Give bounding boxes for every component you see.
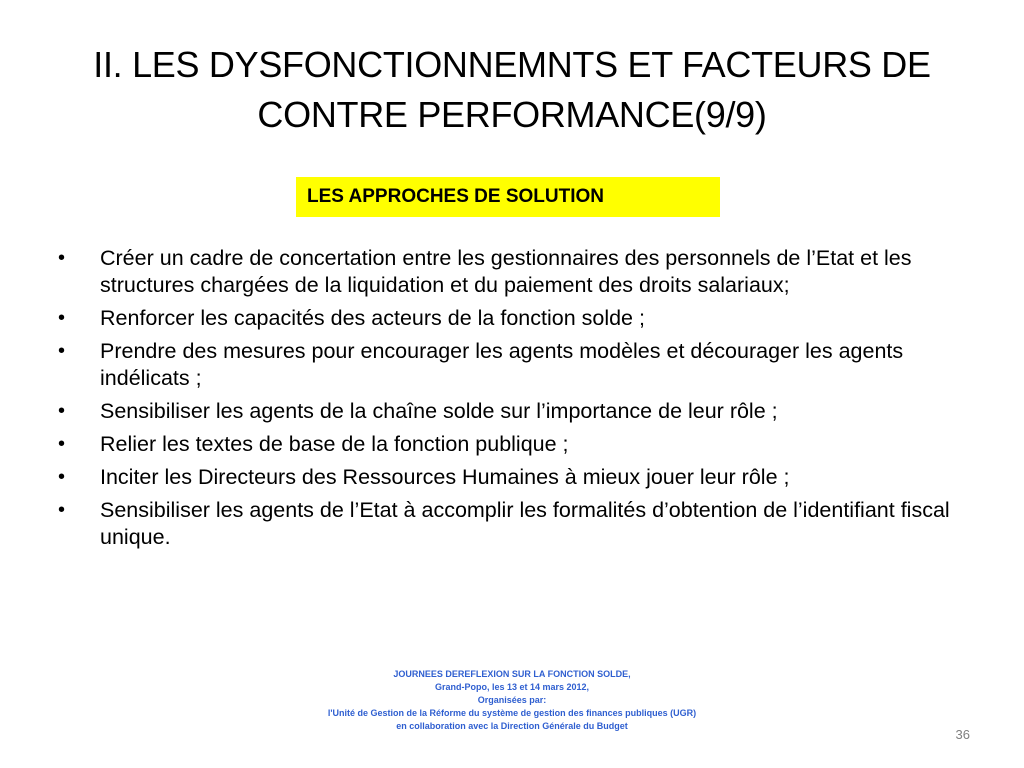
- footer-line-place-date: Grand-Popo, les 13 et 14 mars 2012,: [434, 682, 590, 692]
- footer-line-partner: en collaboration avec la Direction Générale du Budget: [396, 721, 628, 731]
- footer-line-organiser: l'Unité de Gestion de la Réforme du système de gestion des finances publiques (UGR): [327, 708, 697, 718]
- slide-title: [40, 40, 984, 140]
- list-item: [58, 431, 968, 458]
- list-item: [58, 497, 968, 551]
- list-item: [58, 245, 968, 299]
- list-item: [58, 398, 968, 425]
- bullet-icon: •: [58, 466, 66, 488]
- list-item: [58, 305, 968, 332]
- page-number: 36: [955, 727, 970, 742]
- list-item-text: Relier les textes de base de la fonction publique ;: [100, 432, 569, 456]
- slide-title-line-1: II. LES DYSFONCTIONNEMNTS ET FACTEURS DE: [93, 44, 931, 85]
- list-item-text: Sensibiliser les agents de l’Etat à accomplir les formalités d’obtention de l’identifiant fiscal unique.: [100, 498, 950, 549]
- bullet-icon: •: [58, 499, 66, 521]
- footer-line-organised-by: Organisées par:: [477, 695, 547, 705]
- list-item-text: Inciter les Directeurs des Ressources Humaines à mieux jouer leur rôle ;: [100, 465, 790, 489]
- slide-footer: [260, 668, 764, 733]
- list-item-text: Prendre des mesures pour encourager les agents modèles et décourager les agents indélicats ;: [100, 339, 904, 390]
- bullet-icon: •: [58, 340, 66, 362]
- list-item: [58, 464, 968, 491]
- list-item: [58, 338, 968, 392]
- section-banner: LES APPROCHES DE SOLUTION: [296, 177, 720, 217]
- bullet-icon: •: [58, 400, 66, 422]
- slide-title-line-2: CONTRE PERFORMANCE(9/9): [257, 94, 767, 135]
- list-item-text: Créer un cadre de concertation entre les gestionnaires des personnels de l’Etat et les structures chargées de la liquidation et du paiement des droits salariaux;: [100, 246, 912, 297]
- bullet-icon: •: [58, 247, 66, 269]
- list-item-text: Sensibiliser les agents de la chaîne solde sur l’importance de leur rôle ;: [100, 399, 778, 423]
- list-item-text: Renforcer les capacités des acteurs de la fonction solde ;: [100, 306, 645, 330]
- bullet-list: [58, 245, 968, 557]
- footer-line-event: JOURNEES DEREFLEXION SUR LA FONCTION SOLDE,: [393, 669, 631, 679]
- bullet-icon: •: [58, 307, 66, 329]
- bullet-icon: •: [58, 433, 66, 455]
